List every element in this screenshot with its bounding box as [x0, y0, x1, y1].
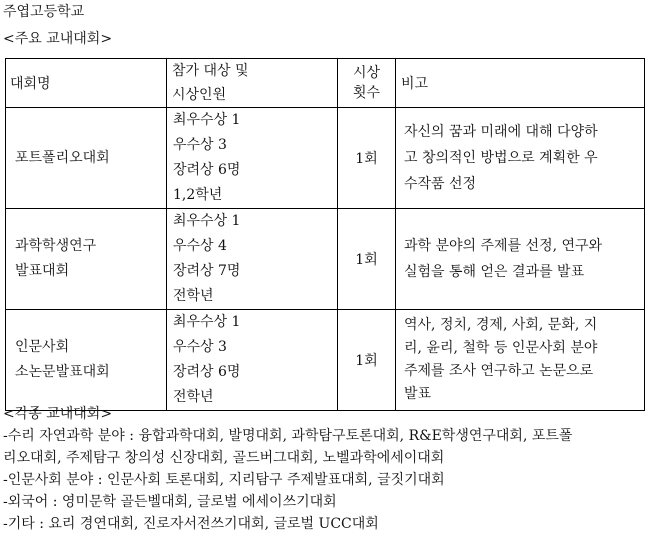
- header-contest-name: 대회명: [6, 59, 167, 108]
- contest-remarks: 역사, 정치, 경제, 사회, 문화, 지 리, 윤리, 철학 등 인문사회 분야 주제를 조사 연구하고 논문으로 발표: [396, 310, 645, 411]
- contest-remarks: 자신의 꿈과 미래에 대해 다양하 고 창의적인 방법으로 계획한 우 수작품 선정: [396, 108, 645, 209]
- header-award-count: 시상 횟수: [338, 59, 396, 108]
- contest-awards: 최우수상 1 우수상 3 장려상 6명 1,2학년: [167, 108, 338, 209]
- contest-awards: 최우수상 1 우수상 4 장려상 7명 전학년: [167, 209, 338, 310]
- contest-awards: 최우수상 1 우수상 3 장려상 6명 전학년: [167, 310, 338, 411]
- contest-count: 1회: [338, 310, 396, 411]
- contest-remarks: 과학 분야의 주제를 선정, 연구와 실험을 통해 얻은 결과를 발표: [396, 209, 645, 310]
- header-remarks: 비고: [396, 59, 645, 108]
- various-contests-section: [3, 403, 572, 535]
- contest-name: 인문사회 소논문발표대회: [6, 310, 167, 411]
- contest-name: 포트폴리오대회: [6, 108, 167, 209]
- contest-name: 과학학생연구 발표대회: [6, 209, 167, 310]
- header-participants: 참가 대상 및 시상인원: [167, 59, 338, 108]
- table-header-row: [6, 59, 645, 108]
- various-contests-heading: <각종 교내대회>: [3, 406, 113, 422]
- main-contests-table: [5, 58, 645, 411]
- list-item: -기타 : 요리 경연대회, 진로자서전쓰기대회, 글로벌 UCC대회: [3, 516, 379, 532]
- main-contests-heading: <주요 교내대회>: [3, 31, 113, 47]
- school-name: 주엽고등학교: [3, 4, 85, 20]
- list-item: -외국어 : 영미문학 골든벨대회, 글로벌 에세이쓰기대회: [3, 494, 337, 510]
- table-row: [6, 310, 645, 411]
- list-item: -수리 자연과학 분야 : 융합과학대회, 발명대회, 과학탐구토론대회, R&E학생연구대회, 포트폴: [3, 428, 573, 444]
- contest-count: 1회: [338, 108, 396, 209]
- table-row: [6, 108, 645, 209]
- table-row: [6, 209, 645, 310]
- list-item: 리오대회, 주제탐구 창의성 신장대회, 골드버그대회, 노벨과학에세이대회: [3, 450, 445, 466]
- contest-count: 1회: [338, 209, 396, 310]
- list-item: -인문사회 분야 : 인문사회 토론대회, 지리탐구 주제발표대회, 글짓기대회: [3, 472, 445, 488]
